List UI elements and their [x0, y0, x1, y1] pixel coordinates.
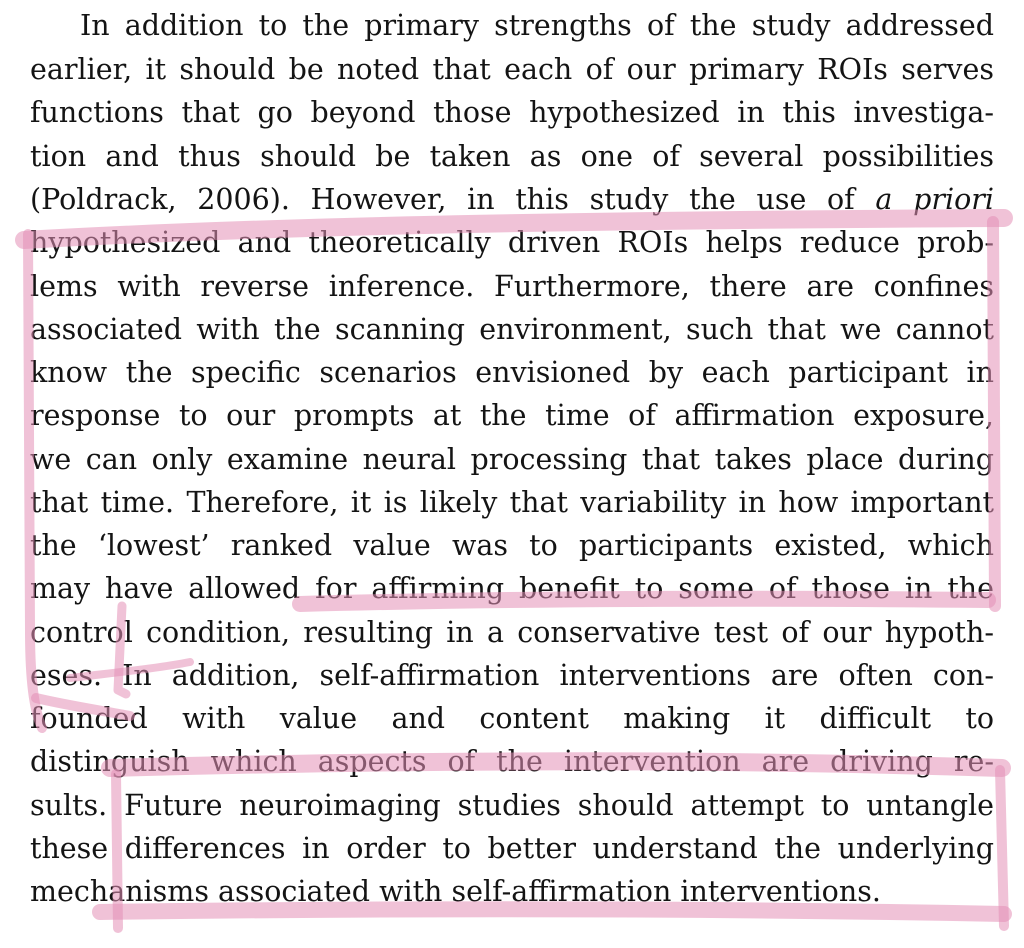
text-line: tion and thus should be taken as one of several possibilities — [30, 140, 994, 173]
text-line: In addition to the primary strengths of the study addressed — [80, 9, 994, 42]
text-span: (Poldrack, 2006). However, in this study the use of — [30, 183, 876, 216]
text-line: eses. In addition, self-affirmation interventions are often con- — [30, 659, 994, 692]
italic-phrase: a priori — [875, 183, 994, 216]
text-line: control condition, resulting in a conservative test of our hypoth- — [30, 616, 994, 649]
marker-stroke — [1000, 770, 1004, 926]
text-line: these differences in order to better understand the underlying — [30, 832, 994, 865]
text-line: the ‘lowest’ ranked value was to participants existed, which — [30, 529, 994, 562]
text-line: sults. Future neuroimaging studies should attempt to untangle — [30, 789, 994, 822]
text-line: distinguish which aspects of the intervention are driving re- — [30, 745, 994, 778]
text-line: lems with reverse inference. Furthermore, there are confines — [30, 270, 994, 303]
text-line: functions that go beyond those hypothesized in this investiga- — [30, 96, 994, 129]
text-line: mechanisms associated with self-affirmation interventions. — [30, 875, 881, 908]
text-line: know the specific scenarios envisioned by each participant in — [30, 356, 994, 389]
text-line: that time. Therefore, it is likely that variability in how important — [30, 486, 994, 519]
text-line: associated with the scanning environment, such that we cannot — [30, 313, 994, 346]
text-line: we can only examine neural processing that takes place during — [30, 443, 994, 476]
text-line: founded with value and content making it difficult to — [30, 702, 994, 735]
text-line: hypothesized and theoretically driven ROIs helps reduce prob- — [30, 226, 994, 259]
text-line: may have allowed for affirming benefit to some of those in the — [30, 572, 994, 605]
text-line: earlier, it should be noted that each of our primary ROIs serves — [30, 53, 994, 86]
text-line: response to our prompts at the time of affirmation exposure, — [30, 399, 994, 432]
text-line — [30, 178, 994, 222]
